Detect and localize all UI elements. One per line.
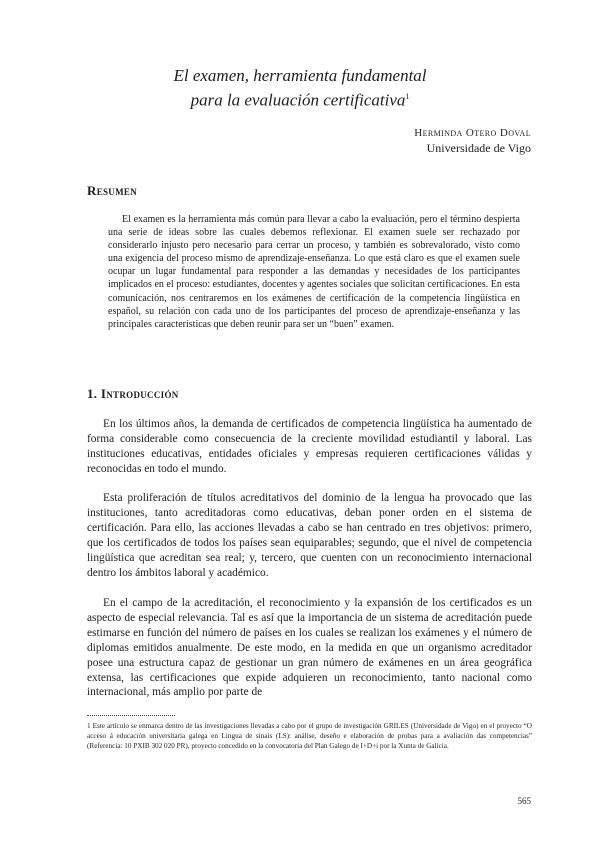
article-title-line-1 (60, 65, 540, 86)
footnote-1: 1 Este artículo se enmarca dentro de las investigaciones llevadas a cabo por el grupo de investigación GRILES (Universidade de Vigo) en el proyecto “O acceso á educación universitaria galega en Lingua de sinais (LS): análise, deseño e elaboración de probas para a avaliación das competencias” (Referencia: 10 PXIB 302 020 PR), proyecto concedido en la convocatoria del Plan Galego de I+D+i por la Xunta de Galicia. (87, 722, 532, 750)
intro-paragraph-3: En el campo de la acreditación, el reconocimiento y la expansión de los certificados es un aspecto de especial relevancia. Tal es así que la importancia de un sistema de acreditación puede estimarse en función del número de países en los cuales se realizan los exámenes y el número de diplomas emitidos anualmente. De este modo, en la medida en que un organismo acreditador posee una estructura capaz de gestionar un gran número de exámenes en un área geográfica extensa, las certificaciones que expide adquieren un reconocimiento, tanto nacional como internacional, más amplio por parte de (87, 597, 532, 699)
author-affiliation: Universidade de Vigo (426, 141, 531, 155)
abstract-heading: Resumen (87, 183, 137, 198)
footnote-divider (87, 715, 175, 716)
footnote-marker[interactable]: 1 (405, 92, 410, 101)
author-name: Herminda Otero Doval (414, 127, 531, 139)
section-1-heading: 1. Introducción (87, 386, 179, 401)
page-number: 565 (517, 796, 531, 806)
title-line-1-text: El examen, herramienta fundamental (173, 66, 427, 85)
article-title-line-2 (60, 86, 540, 111)
title-line-2-text: para la evaluación certificativa (190, 90, 406, 110)
abstract-text: El examen es la herramienta más común para llevar a cabo la evaluación, pero el término despierta una serie de ideas sobre las cuales debemos reflexionar. El examen suele ser rechazado por considerarlo injusto pero necesario para cerrar un proceso, y también es sobrevalorado, visto como una exigencia del proceso mismo de aprendizaje-enseñanza. Lo que está claro es que el examen suele ocupar un lugar fundamental para responder a las demandas y necesidades de los participantes implicados en el proceso: estudiantes, docentes y agentes sociales que solicitan certificaciones. En esta comunicación, nos centraremos en los exámenes de certificación de la competencia lingüística en español, su relación con cada uno de los participantes del proceso de aprendizaje-enseñanza y las principales características que deben reunir para ser un “buen” examen. (108, 214, 520, 330)
intro-paragraph-1: En los últimos años, la demanda de certificados de competencia lingüística ha aumentado de forma considerable como consecuencia de la creciente movilidad estudiantil y laboral. Las instituciones educativas, entidades oficiales y empresas requieren certificaciones válidas y reconocidas en todo el mundo. (87, 418, 532, 475)
intro-paragraph-2: Esta proliferación de títulos acreditativos del dominio de la lengua ha provocado que las instituciones, tanto acreditadoras como educativas, deban poner orden en el sistema de certificación. Para ello, las acciones llevadas a cabo se han centrado en tres objetivos: primero, que los certificados de todos los países sean equiparables; segundo, que el nivel de competencia lingüística que acreditan sea real; y, tercero, que cuenten con un reconocimiento internacional dentro los ámbitos laboral y académico. (87, 492, 532, 579)
